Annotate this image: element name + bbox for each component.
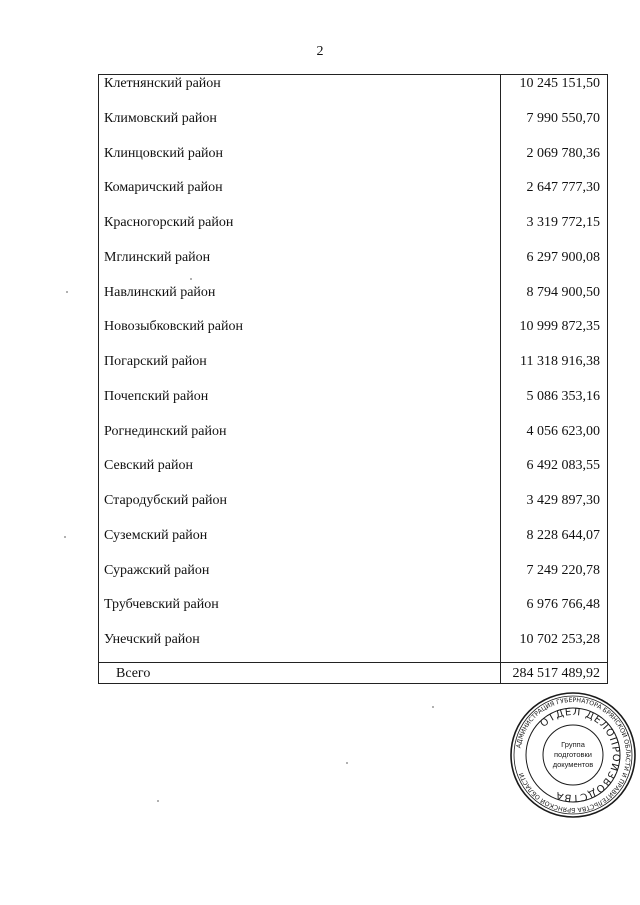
table-border-right [607,74,608,684]
scan-speck [157,800,159,802]
district-amount: 7 990 550,70 [526,111,600,126]
table-row [98,213,608,233]
district-name: Севский район [104,458,193,473]
district-amount: 10 245 151,50 [519,76,600,91]
table-row [98,178,608,198]
total-amount: 284 517 489,92 [512,666,600,681]
district-amount: 11 318 916,38 [520,354,600,369]
district-name: Рогнединский район [104,424,227,439]
scan-speck [66,291,68,293]
district-amount: 6 976 766,48 [526,597,600,612]
total-row [98,664,608,684]
table-row [98,491,608,511]
district-name: Унечский район [104,632,200,647]
district-name: Клетнянский район [104,76,221,91]
budget-table [98,74,608,684]
district-name: Суземский район [104,528,208,543]
district-amount: 4 056 623,00 [526,424,600,439]
table-row [98,456,608,476]
table-row [98,248,608,268]
district-name: Мглинский район [104,250,211,265]
district-name: Клинцовский район [104,146,224,161]
stamp-center-line-2: подготовки [554,750,592,759]
table-row [98,630,608,650]
district-name: Почепский район [104,389,209,404]
district-name: Стародубский район [104,493,228,508]
table-row [98,317,608,337]
district-name: Климовский район [104,111,217,126]
column-divider [500,74,501,684]
district-amount: 2 069 780,36 [526,146,600,161]
table-row [98,144,608,164]
district-amount: 3 429 897,30 [526,493,600,508]
district-amount: 8 794 900,50 [526,285,600,300]
district-amount: 8 228 644,07 [526,528,600,543]
table-row [98,561,608,581]
district-amount: 6 492 083,55 [526,458,600,473]
table-row [98,526,608,546]
scan-speck [432,706,434,708]
table-row [98,595,608,615]
table-row [98,74,608,94]
scan-speck [190,278,192,280]
stamp-inner-textpath: ОТДЕЛ ДЕЛОПРОИЗВОДСТВА [538,706,622,804]
district-name: Погарский район [104,354,207,369]
table-row [98,422,608,442]
total-label: Всего [116,666,151,681]
district-amount: 10 999 872,35 [519,319,600,334]
scan-speck [346,762,348,764]
total-separator [98,662,608,663]
district-amount: 6 297 900,08 [526,250,600,265]
stamp-center-line-3: документов [552,760,594,769]
district-amount: 10 702 253,28 [519,632,600,647]
table-row [98,109,608,129]
district-name: Красногорский район [104,215,234,230]
stamp-seal-icon [508,690,638,820]
district-amount: 5 086 353,16 [526,389,600,404]
table-border-left [98,74,99,684]
stamp-center-line-1: Группа [561,740,585,749]
district-amount: 2 647 777,30 [526,180,600,195]
district-name: Комаричский район [104,180,223,195]
stamp-outer-textpath: АДМИНИСТРАЦИЯ ГУБЕРНАТОРА БРЯНСКОЙ ОБЛАСТИ И ПРАВИТЕЛЬСТВА БРЯНСКОЙ ОБЛАСТИ [515,696,632,814]
table-row [98,283,608,303]
page-number: 2 [316,44,324,59]
district-amount: 7 249 220,78 [526,563,600,578]
district-name: Навлинский район [104,285,216,300]
district-name: Новозыбковский район [104,319,244,334]
official-stamp [508,690,638,820]
table-row [98,352,608,372]
district-amount: 3 319 772,15 [526,215,600,230]
scan-speck [64,536,66,538]
district-name: Суражский район [104,563,210,578]
table-row [98,387,608,407]
district-name: Трубчевский район [104,597,219,612]
